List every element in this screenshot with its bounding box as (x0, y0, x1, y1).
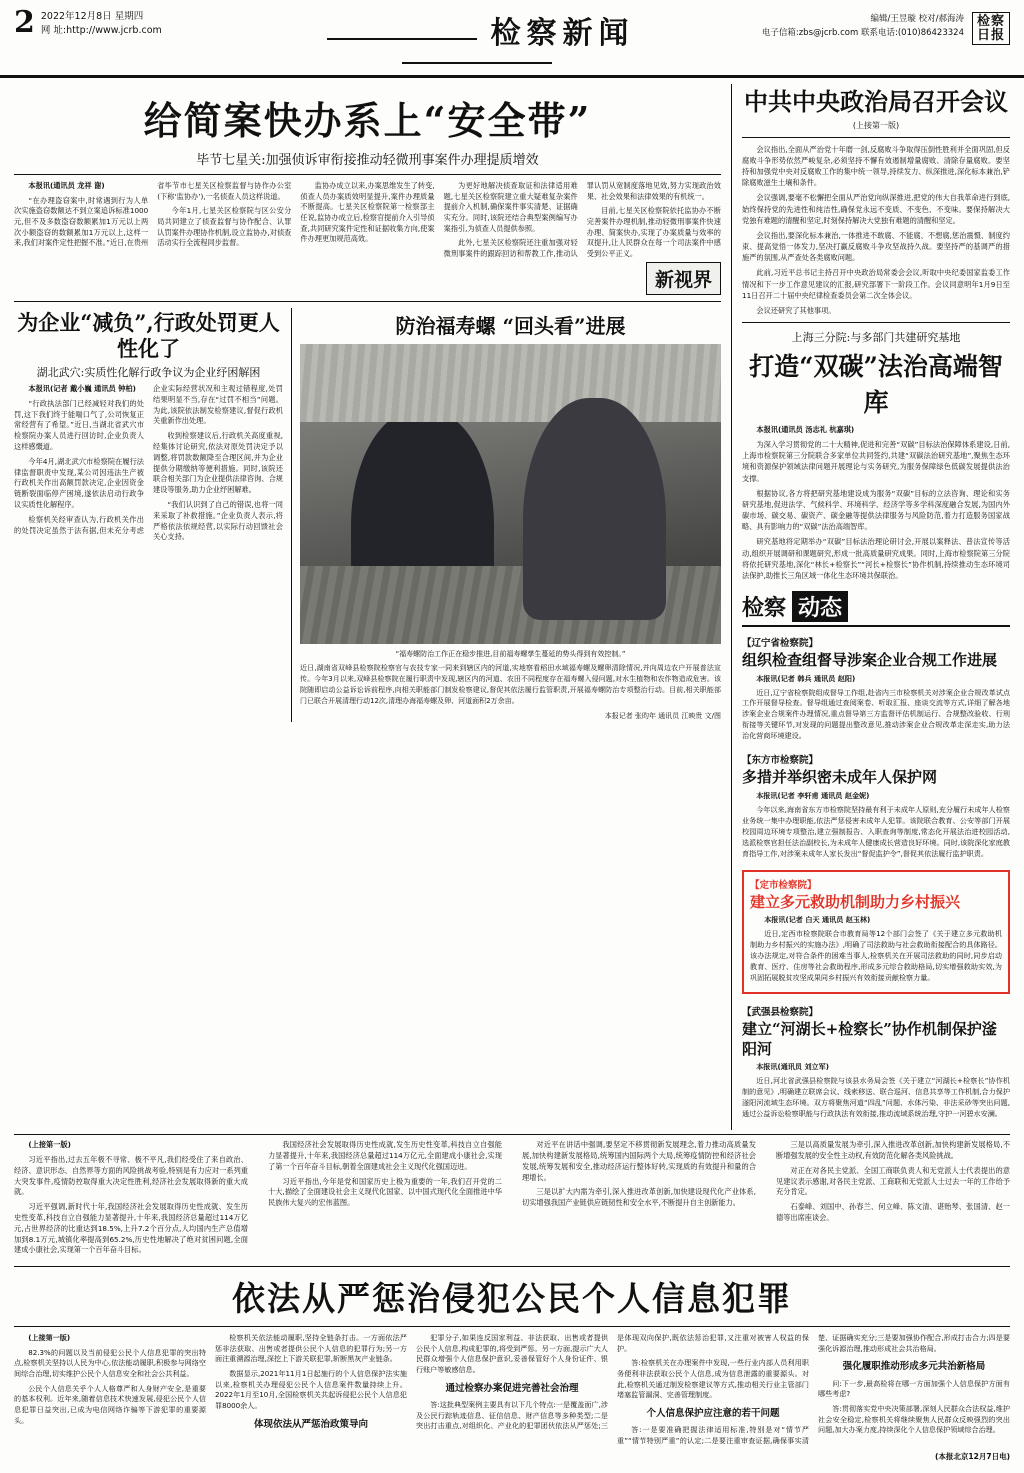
masthead-dateblock (41, 8, 162, 39)
byline (750, 915, 1002, 926)
brief-headline: 多措并举织密未成年人保护网 (742, 768, 938, 787)
jianfu-body (14, 384, 283, 543)
page-number: 2 (14, 5, 35, 40)
paragraph: 会议还研究了其他事项。 (756, 305, 836, 315)
brief-item (742, 1004, 1010, 1120)
paragraph: 检察机关依法能动履职,坚持全链条打击。一方面依法严惩非法获取、出售或者提供公民个人信息的犯罪行为;另一方面注重溯源治理,深挖上下游关联犯罪,斩断黑灰产业链条。 (215, 1333, 407, 1364)
paragraph: 会议强调,要毫不松懈把全面从严治党向纵深推进,把党的伟大自我革命进行到底,始终保持党的先进性和纯洁性,确保党永远不变质、不变色、不变味。要保持解决大党独有难题的清醒和坚定,时刻保持解决大党独有难题的清醒和坚定。 (742, 193, 1010, 225)
qa-box-title: 强化履职推动形成多元共治新格局 (842, 1361, 986, 1373)
brief-item-highlighted (742, 870, 1010, 994)
paragraph: 为深入学习贯彻党的二十大精神,促进和完善“双碳”目标法治保障体系建设,日前,上海市检察院第三分院联合多家单位共同签约,共建“双碳法治研究基地”,聚焦生态环境和资源保护领域法律问题开展理论与实务研究,为服务保障绿色低碳发展提供法治支撑。 (742, 440, 1010, 483)
briefs-header (742, 591, 1010, 627)
bottom-headline: 依法从严惩治侵犯公民个人信息犯罪 (232, 1279, 792, 1319)
paragraph: 近日,河北省武强县检察院与该县水务局会签《关于建立“河湖长+检察长”协作机制的意见》,明确建立联席会议、线索移送、联合巡河、信息共享等工作机制,合力保护滏阳河流域生态环境。双方将聚焦河道“四乱”问题、水体污染、非法采砂等突出问题,通过公益诉讼检察职能与行政执法有效衔接,推动流域系统治理,守护一河碧水安澜。 (742, 1076, 1010, 1119)
photo-story-title: 防治福寿螺 “回头看”进展 (395, 313, 626, 338)
paragraph: 为更好地解决侦查取证和法律适用难题,七星关区检察院建立重大疑难复杂案件提前介入机制,确保案件事实清楚、证据确实充分。同时,该院还结合典型案例编写办案指引,为侦查人员提供参照。 (443, 181, 578, 233)
byline (742, 1062, 1010, 1073)
brief-headline: 建立多元救助机制助力乡村振兴 (750, 892, 961, 911)
masthead-right (710, 8, 1010, 45)
qa-answer: 答:贯彻落实党中央决策部署,深刻人民群众合法权益,维护社会安全稳定,检察机关将继续聚焦人民群众反映强烈的突出问题,加大办案力度,持续深化个人信息保护领域综合治理。 (818, 1403, 1010, 1435)
paragraph: “在办理盗窃案中,时常遇到行为人单次实施盗窃数额达不到立案追诉标准1000元,但不及多数盗窃数额累加1万元以上两次小额盗窃的数额累加1万元以上,这样一来,我们对案件定性把握不准。”近日,在贵州省毕节市七星关区检察监督与协作办公室(下称‘监协办’),一名侦查人员这样说道。 (14, 181, 292, 248)
paragraph: 石泰峰、刘国中、孙春兰、何立峰、陈文清、谌贻琴、张国清、赵一德等出席座谈会。 (776, 1202, 1010, 1222)
logo-line-1: 检察 (976, 14, 1005, 29)
byline-text: 本报讯(记者 韩兵 通讯员 赵阳) (756, 673, 856, 683)
paragraph: 今年4月,湖北武穴市检察院在履行法律监督职责中发现,某公司因违法生产被行政机关作出高额罚款决定,企业因资金链断裂面临停产困境,遂依法启动行政争议实质性化解程序。 (14, 456, 144, 510)
brief-tag: 【武强县检察院】 (742, 1007, 819, 1019)
continued-col-1 (14, 1140, 258, 1260)
paragraph: 公民个人信息关乎个人人格尊严和人身财产安全,是重要的基本权利。近年来,随着信息技术快速发展,侵犯公民个人信息犯罪日益突出,已成为电信网络诈骗等下游犯罪的重要源头。 (14, 1383, 206, 1425)
shuangtan-headline: 打造“双碳”法治高端智库 (749, 351, 1003, 417)
byline-text: 本报讯(通讯员 龙祥 谢) (28, 181, 105, 190)
paragraph: 答:检察机关在办理案件中发现,一些行业内部人员利用职务便利非法获取公民个人信息,成为信息泄露的重要源头。对此,检察机关通过制发检察建议等方式,推动相关行业主管部门堵塞监管漏洞、完善管理制度。 (617, 1358, 809, 1400)
lead-headline: 给简案快办系上“安全带” (143, 98, 592, 143)
divider (14, 1326, 1010, 1327)
lead-subhead: 毕节七星关:加强侦诉审衔接推动轻微刑事案件办理提质增效 (196, 153, 539, 168)
brief-body (742, 674, 1010, 743)
divider (14, 174, 721, 175)
paragraph: 此前,习近平总书记主持召开中央政治局常委会会议,听取中央纪委国家监委工作情况和下一步工作意见建议的汇报,研究部署下一阶段工作。会议同意明年1月9日至11日召开二十届中央纪律检查委员会第二次全体会议。 (742, 268, 1010, 300)
paragraph: 三是以扩大内需为牵引,深入推进改革创新,加快建设现代化产业体系,切实增强我国产业链供应链韧性和安全水平,不断提升自主创新能力。 (522, 1187, 756, 1208)
publication-website[interactable]: 网 址:http://www.jcrb.com (40, 25, 162, 37)
photo-foreground (300, 566, 721, 644)
byline-text: 本报讯(记者 白天 通讯员 赵玉林) (764, 915, 871, 925)
masthead-center (244, 8, 710, 71)
brief-headline: 建立“河湖长+检察长”协作机制保护滏阳河 (742, 1020, 997, 1058)
shuangtan-kicker: 上海三分院:与多部门共建研究基地 (791, 330, 961, 344)
photo-story (292, 308, 721, 722)
rule-left (327, 38, 477, 40)
caption-title: “福寿螺防治工作正在稳步推进,目前福寿螺孳生蔓延的势头得到有效控制。” (395, 649, 626, 658)
paragraph: 答:一是要准确把握法律适用标准,特别是对“情节严重”“情节特别严重”的认定;二是要注重审查证据,确保事实清楚、证据确实充分;三是要加强协作配合,形成打击合力;四是要强化诉源治理,推动形成社会共治格局。 (617, 1333, 1010, 1445)
brief-tag: 【东方市检察院】 (742, 755, 819, 767)
paragraph: “我们认识到了自己的错误,也将一同来采取了补救措施。”企业负责人表示,将严格依法依规经营,以实际行动回馈社会关心支持。 (153, 500, 283, 542)
continued-source (14, 1333, 206, 1344)
brief-item (742, 635, 1010, 742)
shuangtan-body (742, 424, 1010, 581)
paragraph: 习近平指出,今年是党和国家历史上极为重要的一年,我们召开党的二十大,描绘了全面建设社会主义现代化国家、以中国式现代化全面推进中华民族伟大复兴的宏伟蓝图。 (268, 1176, 502, 1208)
second-section (14, 308, 721, 722)
left-column (14, 84, 732, 1130)
briefs-header-part2: 动态 (792, 591, 848, 622)
paragraph: 近日,辽宁省检察院组成督导工作组,赴省内三市检察机关对涉案企业合规改革试点工作开展督导检查。督导组通过查阅案卷、听取汇报、座谈交流等方式,详细了解各地涉案企业合规案件办理情况,重点督导第三方监督评估机制运行、合规整改验收、行刑衔接等关键环节,对发现的问题提出整改意见,推动涉案企业合规改革走深走实,助力法治化营商环境建设。 (742, 687, 1010, 741)
jianfu-headline: 为企业“减负”,行政处罚更人性化了 (17, 309, 280, 361)
brief-body (742, 1062, 1010, 1120)
byline (742, 791, 1010, 802)
paragraph: 会议指出,全面从严治党十年磨一剑,反腐败斗争取得压倒性胜利并全面巩固,但反腐败斗争形势依然严峻复杂,必须坚持不懈有效遏制增量腐败、清除存量腐败。要坚持和加强党中央对反腐败工作的集中统一领导,持续发力、纵深推进,深化标本兼治,铲除腐败滋生土壤和条件。 (742, 144, 1010, 188)
paragraph: 82.3%的问题以及当前侵犯公民个人信息犯罪的突出特点,检察机关坚持以人民为中心,依法能动履职,积极参与网络空间综合治理,切实维护公民个人信息安全和社会公共利益。 (14, 1347, 206, 1379)
brief-body (750, 915, 1002, 984)
masthead-left (14, 5, 244, 40)
paragraph: 今年以来,海南省东方市检察院坚持最有利于未成年人原则,充分履行未成年人检察业务统一集中办理职能,依法严惩侵害未成年人犯罪。该院联合教育、公安等部门开展校园周边环境专项整治,建立强制报告、入职查询等制度,常态化开展法治进校园活动,选派检察官担任法治副校长,为未成年人健康成长营造良好环境。同时,该院深化家庭教育指导工作,对涉案未成年人家长发出“督促监护令”,督促其依法履行监护职责。 (742, 804, 1010, 858)
masthead (0, 0, 1024, 78)
editor-line: 编辑/王昱璇 校对/郝海涛 (870, 14, 964, 24)
byline-text: 本报讯(通讯员 刘立军) (756, 1062, 829, 1072)
section-title: 检察新闻 (490, 16, 635, 51)
paragraph: 对近平在讲话中强调,要坚定不移贯彻新发展理念,着力推动高质量发展,加快构建新发展格局,统筹国内国际两个大局,统筹疫情防控和经济社会发展,统筹发展和安全,推动经济运行整体好转,实现质的有效提升和量的合理增长。 (522, 1140, 756, 1182)
xinshijie-badge: 新视界 (646, 262, 721, 295)
paragraph: 监协办成立以来,办案思维发生了转变,侦查人员办案质效明显提升,案件办理质量不断提高。七星关区检察院第一检察部主任说,监协办成立后,检察官提前介入引导侦查,共同研究案件定性和证据收集方向,使案件办理更加规范高效。 (300, 181, 435, 244)
page-body (0, 78, 1024, 1130)
divider (742, 137, 1010, 138)
bottom-subhead: 个人信息保护应注意的若干问题 (646, 1407, 780, 1419)
byline-text: 本报讯(记者 戴小巍 通讯员 钟柏) (28, 384, 136, 394)
news-photo (300, 344, 721, 644)
brief-body (742, 791, 1010, 860)
paragraph: 此外,七星关区检察院还注重加强对轻微刑事案件的跟踪回访和帮教工作,推动认罪认罚从宽制度落地见效,努力实现政治效果、社会效果和法律效果的有机统一。 (443, 181, 721, 258)
bottom-section (0, 1134, 1024, 1461)
continued-from: (上接第一版) (852, 120, 900, 130)
newspaper-logo (972, 12, 1010, 45)
publication-date: 2022年12月8日 星期四 (40, 11, 144, 22)
dateline-endmark: (本报北京12月7日电) (934, 1451, 1010, 1461)
paragraph: 我国经济社会发展取得历史性成就,发生历史性变革,科技自立自强能力显著提升,十年来,我国经济总量超过114万亿元,全面建成小康社会,实现了第一个百年奋斗目标,朝着全面建成社会主义现代化强国迈进。 (268, 1140, 502, 1171)
paragraph: 犯罪分子,如果连反国家利益、非法获取、出售或者提供公民个人信息,构成犯罪的,将受到严惩。另一方面,提示广大人民群众增强个人信息保护意识,妥善保管好个人身份证件、银行账户等敏感信息。 (416, 1333, 608, 1375)
paragraph: 研究基地将定期举办“双碳”目标法治理论研讨会,开展以案释法、普法宣传等活动,组织开展调研和课题研究,形成一批高质量研究成果。同时,上海市检察院第三分院将依托研究基地,深化“林长+检察长”“河长+检察长”协作机制,持续推动生态环境司法保护,助推长三角区域一体化生态环境共保联治。 (742, 537, 1010, 580)
right-column (732, 84, 1010, 1130)
paragraph: “行政执法部门已经减轻对我们的处罚,这下我们终于能喘口气了,公司恢复正常经营有了希望。”近日,当湖北省武穴市检察院办案人员进行回访时,企业负责人这样感慨道。 (14, 398, 144, 452)
paragraph: 根据协议,各方将把研究基地建设成为服务“双碳”目标的立法咨询、理论和实务研究基地,促进法学、气候科学、环境科学、经济学等多学科深度融合发展,为国内外碳市场、碳交易、碳资产、碳金融等提供法律服务与风险防范,着力打造服务国家战略、具有影响力的“双碳”法治高端智库。 (742, 488, 1010, 532)
brief-headline: 组织检查组督导涉案企业合规工作进展 (742, 651, 998, 670)
politburo-headline: 中共中央政治局召开会议 (744, 87, 1008, 116)
lead-body (14, 181, 721, 260)
continued-source-text: (上接第一版) (28, 1333, 71, 1343)
caption-body: 近日,湖南省双峰县检察院检察官与农技专家一同来到辖区内的河道,实地察看稻田水域福寿螺及螺卵清除情况,并向周边农户开展普法宣传。今年3月以来,双峰县检察院在履行职责中发现,辖区内的河道、农田不同程度存在福寿螺入侵问题,对水生植物和农作物造成危害。该院随即启动公益诉讼诉前程序,向相关职能部门制发检察建议,督促其依法履行监管职责,开展福寿螺防治专项整治行动。目前,相关职能部门已联合开展清理行动12次,清理办海福寿螺及卵、河道面积2万余亩。 (300, 663, 721, 706)
paragraph: 三是以高质量发展为牵引,深入推进改革创新,加快构建新发展格局,不断增强发展的安全性主动权,有效防范化解各类风险挑战。 (776, 1140, 1010, 1160)
jianfu-story (14, 308, 292, 722)
paragraph: 答:这批典型案例主要具有以下几个特点:一是覆盖面广,涉及公民行踪轨迹信息、征信信息、财产信息等多种类型;二是突出打击重点,对组织化、产业化的犯罪团伙依法从严惩处;三是体现双向保护,既依法惩治犯罪,又注重对被害人权益的保护。 (416, 1333, 809, 1431)
briefs-header-part1: 检察 (742, 595, 787, 622)
jianfu-subhead: 湖北武穴:实质性化解行政争议为企业纾困解困 (36, 366, 261, 380)
caption-credit: 本报记者 张昀年 通讯员 江映贵 文/图 (604, 711, 721, 720)
photo-caption (300, 649, 721, 722)
brief-tag: 【定市检察院】 (750, 879, 817, 891)
continued-block (14, 1134, 1010, 1260)
paragraph: 对正在对各民主党派、全国工商联负责人和无党派人士代表提出的意见建议表示感谢,对各民主党派、工商联和无党派人士过去一年的工作给予充分肯定。 (776, 1165, 1010, 1197)
divider (742, 322, 1010, 323)
brief-item (742, 752, 1010, 859)
paragraph: 检察机关经审查认为,行政机关作出的处罚决定虽然于法有据,但未充分考虑企业实际经营状况和主观过错程度,处罚结果明显不当,存在“过罚不相当”问题。为此,该院依法制发检察建议,督促行政机关重新作出处理。 (14, 384, 283, 535)
bottom-subhead: 体现依法从严惩治政策导向 (253, 1418, 368, 1430)
continued-source (14, 1140, 248, 1151)
paragraph: 今年1月,七星关区检察院与区公安分局共同建立了侦查监督与协作配合、认罪认罚案件办理协作机制,设立监协办,对侦查活动实行全流程同步监督。 (157, 206, 292, 248)
logo-line-2: 日报 (976, 27, 1005, 43)
brief-tag: 【辽宁省检察院】 (742, 638, 819, 650)
photo-background (300, 344, 721, 422)
paragraph: 近日,定西市检察院联合市教育局等12个部门会签了《关于建立多元救助机制助力乡村振兴的实施办法》,明确了司法救助与社会救助衔接配合的具体路径。该办法规定,对符合条件的困难当事人,检察机关在开展司法救助的同时,同步启动教育、医疗、住房等社会救助程序,形成多元综合救助格局,切实增强救助实效,为巩固拓展脱贫攻坚成果同乡村振兴有效衔接贡献检察力量。 (750, 929, 1002, 983)
bottom-subhead: 通过检察办案促进完善社会治理 (445, 1382, 579, 1394)
byline (742, 674, 1010, 685)
divider (14, 1266, 1010, 1267)
continued-col-2 (258, 1140, 512, 1260)
paragraph: 收到检察建议后,行政机关高度重视,经集体讨论研究,依法对原处罚决定予以调整,将罚款数额降至合理区间,并为企业提供分期缴纳等便利措施。同时,该院还联合相关部门为企业提供法律咨询、合规建设等服务,助力企业纾困解难。 (153, 431, 283, 495)
byline-text: 本报讯(记者 李轩甫 通讯员 赵金妮) (756, 790, 870, 800)
divider (14, 301, 721, 302)
paragraph: 会议指出,要深化标本兼治,一体推进不敢腐、不能腐、不想腐,惩治震慑、制度约束、提高觉悟一体发力,坚决打赢反腐败斗争攻坚战持久战。要坚持严的基调严的措施严的氛围,从严查处各类腐败问题。 (742, 230, 1010, 263)
qa-question: 问:下一步,最高检将在哪一方面加强个人信息保护方面有哪些考虑? (818, 1378, 1010, 1399)
paragraph: 数据显示,2021年11月1日起施行的个人信息保护法实施以来,检察机关办理侵犯公民个人信息案件数量持续上升。2022年1月至10月,全国检察机关共起诉侵犯公民个人信息犯罪8000余人。 (215, 1369, 407, 1410)
byline (742, 424, 1010, 435)
politburo-body (742, 144, 1010, 316)
rule-right (402, 62, 552, 64)
contact-line: 电子信箱:zbs@jcrb.com 联系电话:(010)86423324 (761, 28, 964, 39)
continued-col-3 (512, 1140, 766, 1260)
lead-byline (14, 181, 148, 192)
paragraph: 目前,七星关区检察院依托监协办不断完善案件办理机制,推动轻微刑事案件快速办理、简案快办,实现了办案质量与效率的双提升,让人民群众在每一个司法案件中感受到公平正义。 (586, 206, 721, 258)
paragraph: 习近平指出,过去五年极不寻常、极不平凡,我们经受住了来自政治、经济、意识形态、自然界等方面的风险挑战考验,特别是有力应对一系列重大突发事件,疫情防控取得重大决定性胜利,经济社会发展取得新的重大成就。 (14, 1154, 248, 1197)
paragraph: 习近平强调,新时代十年,我国经济社会发展取得历史性成就、发生历史性变革,科技自立自强能力显著提升,十年来,我国经济总量超过114万亿元,占世界经济的比重达到18.5%,上升7.2个百分点,人均国内生产总值增加到8.1万元,城镇化率提高到65.2%,历史性地解决了绝对贫困问题,全面建成小康社会,实现第一个百年奋斗目标。 (14, 1202, 248, 1255)
continued-col-4 (766, 1140, 1010, 1260)
byline-text: 本报讯(通讯员 汤志礼 杭嘉琪) (756, 424, 855, 434)
byline (14, 384, 144, 395)
continued-source-text: (上接第一版) (28, 1140, 71, 1150)
bottom-body (14, 1333, 1010, 1446)
